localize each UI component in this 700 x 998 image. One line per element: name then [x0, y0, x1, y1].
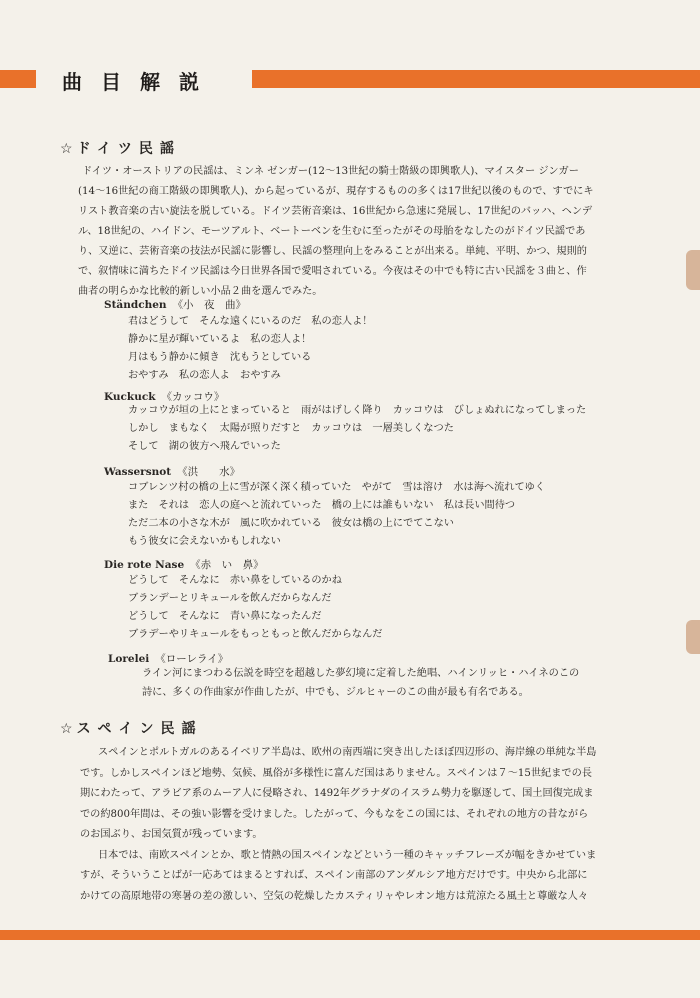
song-japanese-title: 《赤 い 鼻》 [190, 559, 264, 571]
lyric-line: また それは 恋人の庭へと流れていった 橋の上には誰もいない 私は長い間待つ [128, 500, 516, 511]
german-intro-line: り、又逆に、芸術音楽の技法が民謡に影響し、民謡の整理向上をみることが出来る。単純、平明、かつ、規則的 [78, 246, 587, 257]
song-japanese-title: 《ローレライ》 [155, 653, 229, 665]
spanish-line: 日本では、南欧スペインとか、歌と情熱の国スペインなどという一種のキャッチフレーズが幅をきかせていま [98, 849, 597, 861]
song-japanese-title: 《洪 水》 [177, 466, 241, 478]
paper-stain [686, 620, 700, 654]
spanish-line: すが、そういうことばが一応あてはまるとすれば、スペイン南部のアンダルシア地方だけです。中央から北部に [80, 870, 588, 881]
lyric-line: もう彼女に会えないかもしれない [128, 536, 281, 547]
lyric-line: 静かに星が輝いているよ 私の恋人よ！ [128, 334, 312, 345]
song-japanese-title: 《小 夜 曲》 [172, 299, 247, 311]
song-lyrics-standchen [128, 313, 373, 385]
german-intro-line: (14〜16世紀の商工階級の即興歌人)、から起っているが、現存するものの多くは17世紀以後のもので、すでにキ [78, 186, 594, 197]
song-title-wassersnot [104, 464, 240, 479]
lyric-line: ブランデーとリキュールを飲んだからなんだ [128, 593, 332, 604]
german-intro-line: で、叙情味に満ちたドイツ民謡は今日世界各国で愛唱されている。今夜はその中でも特に古い民謡を３曲と、作 [78, 266, 587, 277]
german-intro-line: ル、18世紀の、ハイドン、モーツアルト、ベートーベンを生むに至ったがその母胎をなしたのがドイツ民謡であ [78, 226, 586, 237]
lyric-line: ただ二本の小さな木が 風に吹かれている 彼女は橋の上にでてこない [128, 518, 454, 529]
song-japanese-title: 《カッコウ》 [161, 391, 225, 403]
song-latin-title: Wassersnot [104, 466, 172, 478]
lyric-line: 君はどうして そんな遠くにいるのだ 私の恋人よ！ [128, 316, 373, 327]
lyric-line: どうして そんなに 青い鼻になったんだ [128, 611, 322, 622]
lyric-line: しかし まもなく 太陽が照りだすと カッコウは 一層美しくなつた [128, 423, 454, 434]
footer-accent-bar [0, 930, 700, 940]
german-intro-line: リスト教音楽の古い旋法を脱している。ドイツ芸術音楽は、16世紀から急速に発展し、17世紀のバッハ、ヘンデ [78, 206, 593, 217]
song-latin-title: Kuckuck [104, 391, 156, 403]
song-lyrics-kuckuck [128, 402, 586, 456]
star-icon: ☆ [60, 141, 73, 157]
song-lyrics-die-rote-nase [128, 572, 382, 644]
german-heading-text: ドイツ民謡 [76, 141, 181, 157]
song-latin-title: Lorelei [108, 653, 150, 665]
page-title: 曲目解説 [62, 70, 218, 94]
song-title-standchen [104, 297, 246, 312]
lyric-line: 詩に、多くの作曲家が作曲したが、中でも、ジルヒャーのこの曲が最も有名である。 [142, 687, 529, 698]
spanish-line: での約800年間は、その強い影響を受けました。したがって、今もなをこの国には、それぞれの地方の昔ながら [80, 808, 589, 820]
lyric-line: ブラデーやリキュールをもっともっと飲んだからなんだ [128, 629, 383, 640]
german-intro-line: 曲者の明らかな比較的新しい小品２曲を選んでみた。 [78, 286, 323, 297]
header-accent-bar-left [0, 70, 36, 88]
spanish-heading-text: スペイン民謡 [76, 721, 203, 737]
paper-stain [686, 250, 700, 290]
spanish-line: かけての高原地帯の寒暑の差の激しい、空気の乾燥したカスティリャやレオン地方は荒涼たる風土と尊厳な人々 [80, 890, 589, 902]
lyric-line: ライン河にまつわる伝説を時空を超越した夢幻境に定着した絶唱、ハインリッヒ・ハイネのこの [142, 668, 580, 679]
lyric-line: カッコウが垣の上にとまっていると 雨がはげしく降り カッコウは びしょぬれになってしまった [128, 405, 587, 416]
spanish-line: です。しかしスペインほど地勢、気候、風俗が多様性に富んだ国はありません。スペインは７〜15世紀までの長 [80, 767, 592, 779]
lyric-line: どうして そんなに 赤い鼻をしているのかね [128, 575, 342, 586]
spanish-line: のお国ぶり、お国気質が残っています。 [80, 829, 263, 840]
song-latin-title: Die rote Nase [104, 559, 185, 571]
spanish-line: 期にわたって、アラビア系のムーア人に侵略され、1492年グラナダのイスラム勢力を駆逐して、国土回復完成ま [80, 788, 594, 799]
german-intro [78, 162, 642, 302]
song-latin-title: Ständchen [104, 299, 167, 311]
header-accent-bar-right [252, 70, 700, 88]
german-intro-line: ドイツ・オーストリアの民謡は、ミンネ ゼンガー(12〜13世紀の騎士階級の即興歌人)、マイスター ジンガー [82, 166, 579, 177]
lyric-line: 月はもう静かに傾き 沈もうとしている [128, 352, 312, 363]
spanish-paragraph [80, 743, 658, 907]
spanish-section-heading [60, 718, 203, 738]
star-icon: ☆ [60, 721, 73, 737]
song-lyrics-wassersnot [128, 479, 545, 551]
german-section-heading [60, 138, 181, 158]
lyric-line: そして 湖の彼方へ飛んでいった [128, 441, 281, 452]
lyric-line: おやすみ 私の恋人よ おやすみ [128, 370, 281, 381]
spanish-line: スペインとポルトガルのあるイベリア半島は、欧州の南西端に突き出したほぼ四辺形の、海岸線の単純な半島 [98, 747, 597, 758]
song-title-die-rote-nase [104, 557, 264, 572]
song-description-lorelei [142, 664, 579, 702]
lyric-line: コブレンツ村の橋の上に雪が深く深く積っていた やがて 雪は溶け 水は海へ流れてゆく [128, 482, 546, 493]
